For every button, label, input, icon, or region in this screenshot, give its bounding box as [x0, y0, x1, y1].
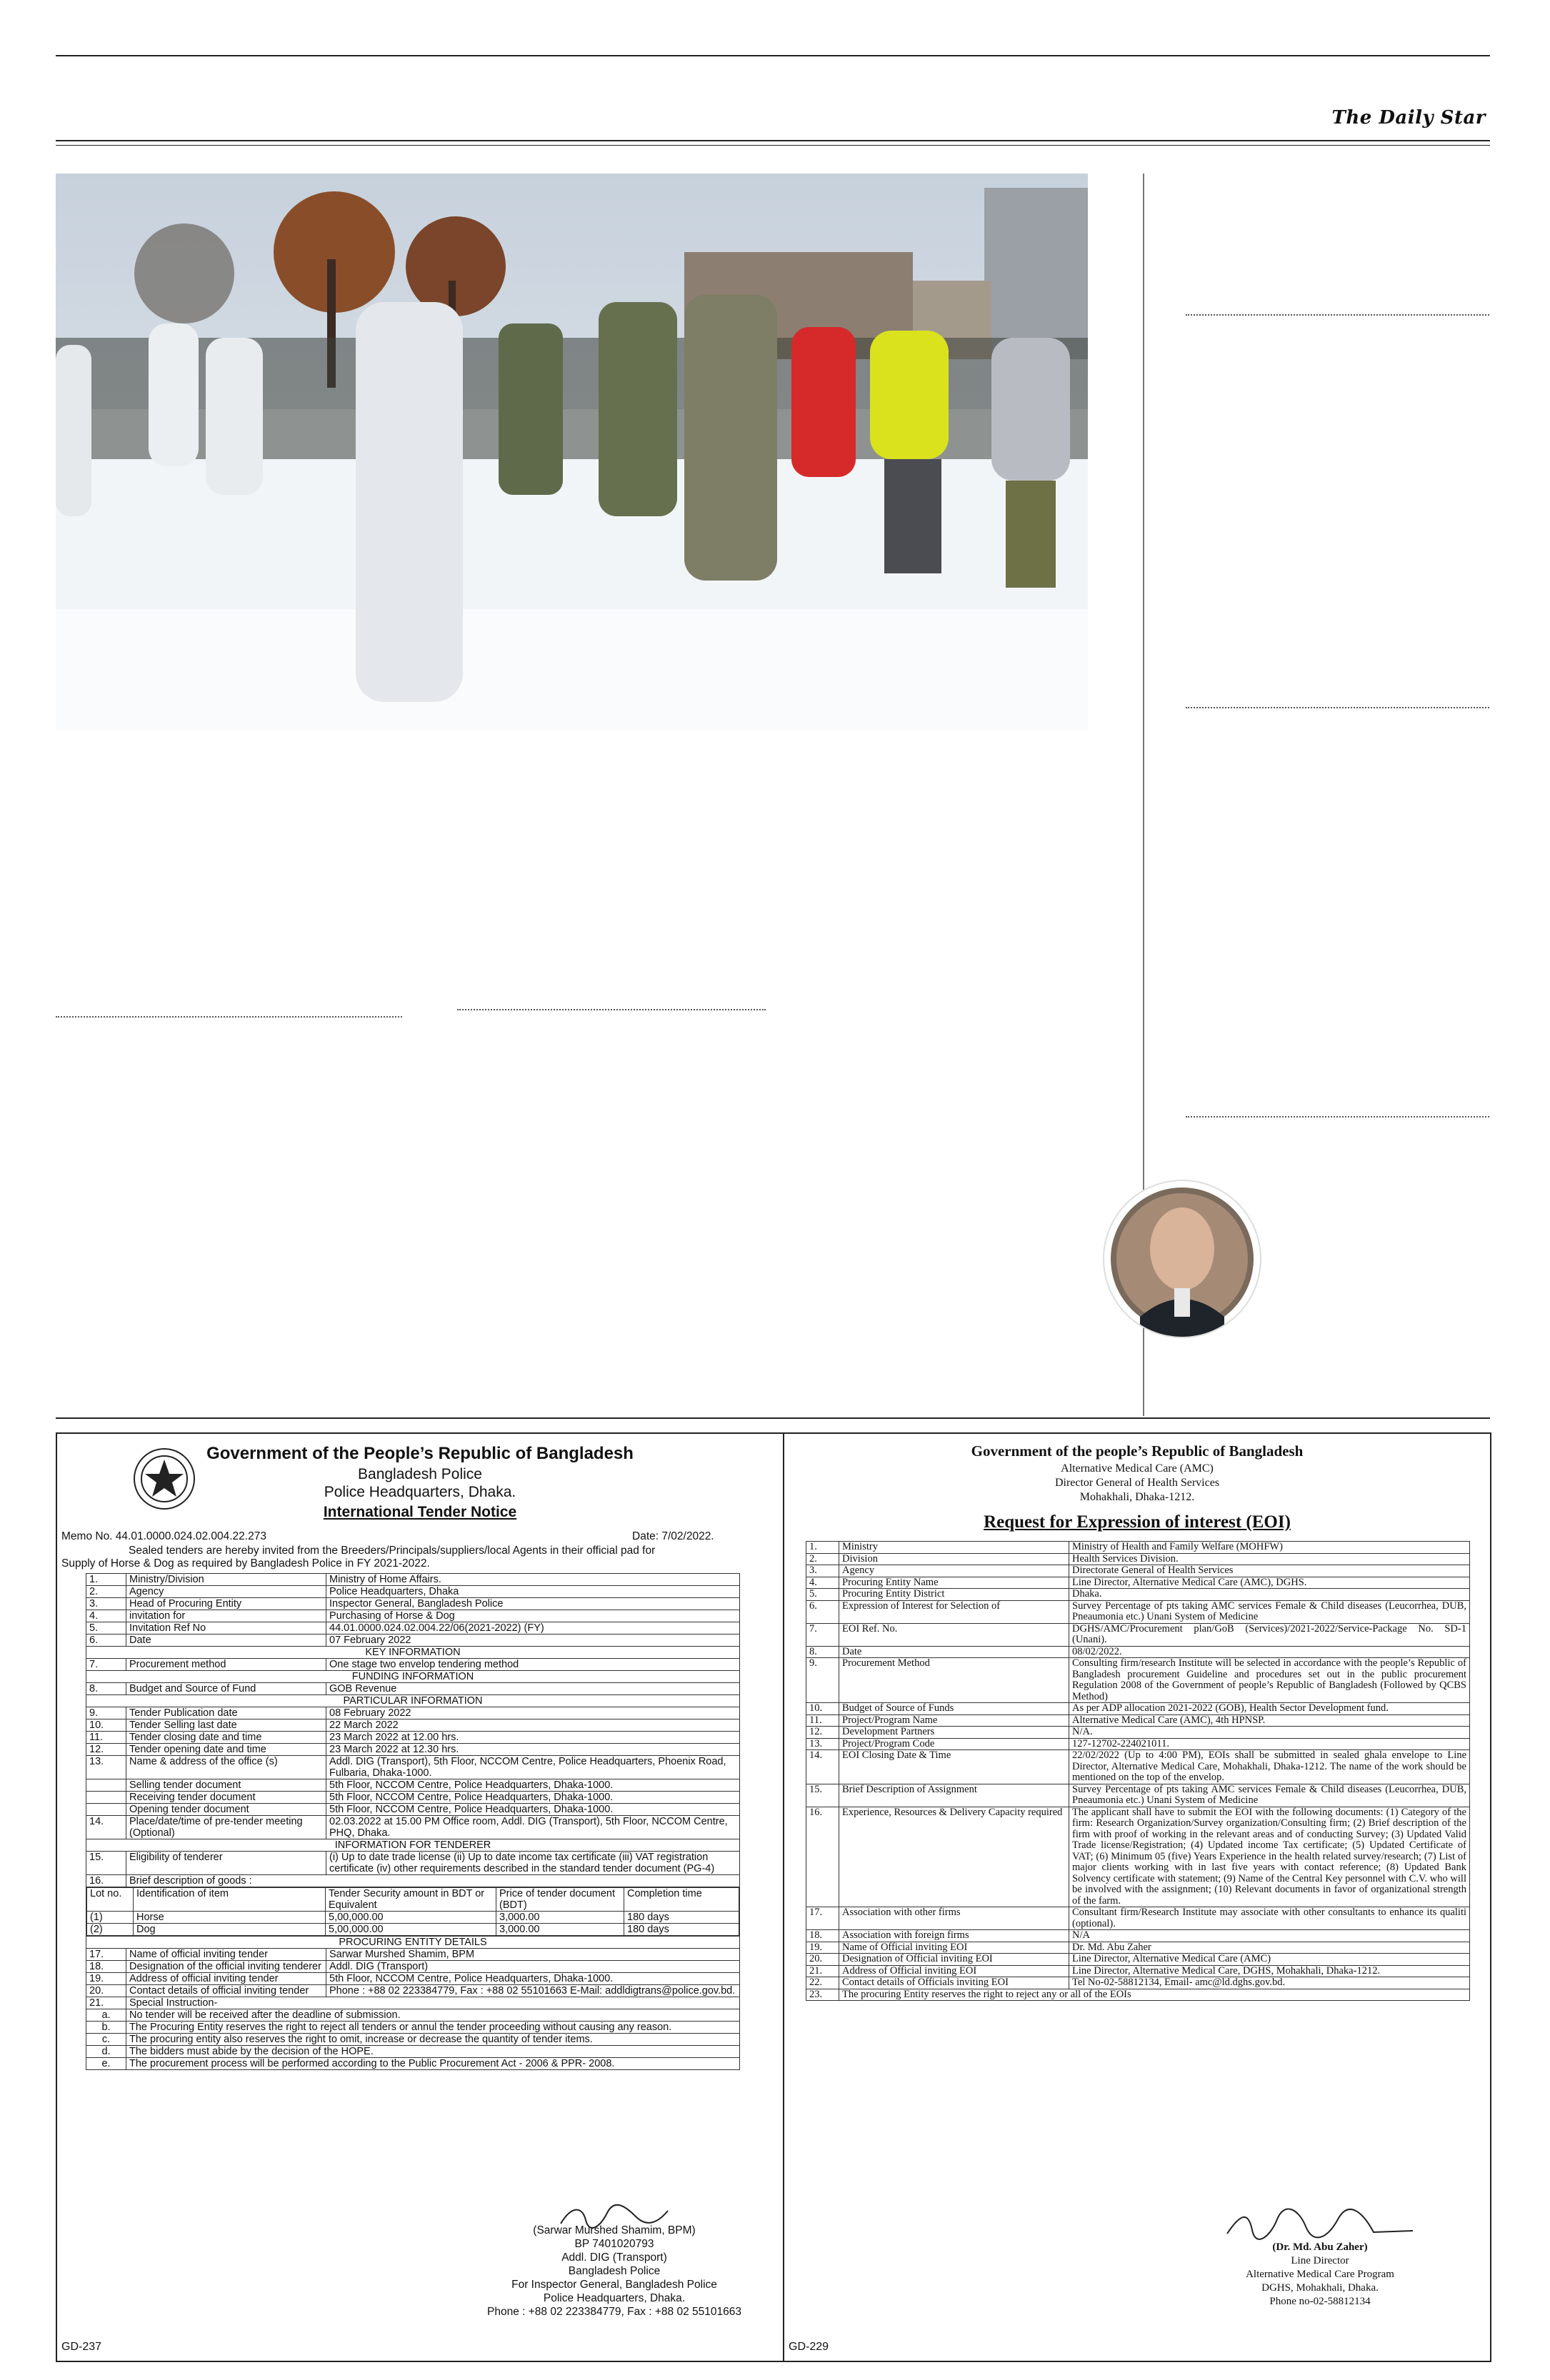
table-cell-no: 13.: [86, 1756, 126, 1779]
eoi-row: [806, 1658, 1470, 1703]
goods-cell-security: 5,00,000.00: [326, 1912, 496, 1924]
goods-cell-time: 180 days: [624, 1924, 739, 1936]
eoi-cell-value: Health Services Division.: [1069, 1553, 1470, 1565]
table-cell-value: 5th Floor, NCCOM Centre, Police Headquarters, Dhaka-1000.: [326, 1804, 740, 1816]
special-row: [86, 2022, 740, 2034]
eoi-cell-label: Name of Official inviting EOI: [839, 1942, 1069, 1954]
table-cell-no: 1.: [86, 1574, 126, 1586]
table-cell-no: 11.: [86, 1732, 126, 1744]
eoi-row: [806, 1738, 1470, 1750]
divider-left-1: [56, 1016, 402, 1018]
table-cell-value: 23 March 2022 at 12.00 hrs.: [326, 1732, 740, 1744]
eoi-cell-no: 21.: [806, 1965, 839, 1977]
eoi-cell-label: Procurement Method: [839, 1658, 1069, 1703]
eoi-cell-label: Ministry: [839, 1542, 1069, 1554]
table-cell-value: Phone : +88 02 223384779, Fax : +88 02 55101663 E-Mail: addldigtrans@police.gov.bd.: [326, 1985, 740, 1997]
table-row: [86, 1574, 740, 1586]
table-cell-label: Budget and Source of Fund: [126, 1683, 326, 1695]
eoi-row: [806, 1542, 1470, 1554]
signatory-designation: Addl. DIG (Transport): [561, 2251, 667, 2264]
section-row: [86, 1839, 740, 1852]
table-row: [86, 1683, 740, 1695]
goods-cell-price: 3,000.00: [496, 1912, 624, 1924]
eoi-signatory-name: (Dr. Md. Abu Zaher): [1272, 2241, 1368, 2253]
signatory-org: Bangladesh Police: [568, 2265, 661, 2277]
table-cell-no: 19.: [86, 1973, 126, 1985]
goods-no: 16.: [86, 1875, 126, 1887]
section-row: [86, 1695, 740, 1707]
special-no: 21.: [86, 1997, 126, 2009]
divider-left-2: [457, 1009, 766, 1010]
eoi-cell-no: 22.: [806, 1977, 839, 1989]
table-cell-label: Name & address of the office (s): [126, 1756, 326, 1779]
table-cell-value: 22 March 2022: [326, 1719, 740, 1732]
portrait-photo: [1104, 1181, 1260, 1337]
table-cell-value: Inspector General, Bangladesh Police: [326, 1598, 740, 1610]
eoi-cell-no: 7.: [806, 1623, 839, 1646]
table-cell-no: 9.: [86, 1707, 126, 1719]
special-text: No tender will be received after the deadline of submission.: [126, 2009, 740, 2022]
divider-right-1: [1186, 314, 1489, 316]
eoi-row: [806, 1600, 1470, 1623]
special-text: The procurement process will be performed according to the Public Procurement Act - 2006 & PPR- 2008.: [126, 2058, 740, 2070]
eoi-cell-no: 11.: [806, 1714, 839, 1727]
section-heading: INFORMATION FOR TENDERER: [86, 1839, 740, 1852]
eoi-row: [806, 1703, 1470, 1715]
eoi-row: [806, 1954, 1470, 1966]
eoi-cell-value: Dhaka.: [1069, 1589, 1470, 1601]
eoi-cell-no: 16.: [806, 1807, 839, 1907]
eoi-row: [806, 1646, 1470, 1658]
special-title-row: [86, 1997, 740, 2009]
eoi-cell-label: Agency: [839, 1565, 1069, 1577]
special-text: The bidders must abide by the decision of the HOPE.: [126, 2046, 740, 2058]
table-row: [86, 1586, 740, 1598]
special-row: [86, 2058, 740, 2070]
table-cell-no: [86, 1804, 126, 1816]
eoi-signatory-l1: Line Director: [1291, 2255, 1349, 2266]
eoi-cell-value: Ministry of Health and Family Welfare (MOHFW): [1069, 1542, 1470, 1554]
table-cell-value: GOB Revenue: [326, 1683, 740, 1695]
goods-header-cell: Lot no.: [87, 1888, 134, 1912]
table-cell-no: 10.: [86, 1719, 126, 1732]
table-cell-value: 5th Floor, NCCOM Centre, Police Headquarters, Dhaka-1000.: [326, 1973, 740, 1985]
table-cell-no: [86, 1779, 126, 1792]
special-key: c.: [86, 2034, 126, 2046]
goods-header-cell: Completion time: [624, 1888, 739, 1912]
tender-notice-police: [56, 1432, 784, 2362]
signature-block: [457, 2224, 771, 2319]
table-row: [86, 1635, 740, 1647]
special-text: The Procuring Entity reserves the right to reject all tenders or annul the tender proceeding without causing any reason.: [126, 2022, 740, 2034]
eoi-cell-value: 22/02/2022 (Up to 4:00 PM), EOIs shall be submitted in sealed ghala envelope to Line Director, Alternative Medical Care, Mohakhali, Dhaka-1212. The name of the work should be mentioned on the top of the envelop.: [1069, 1750, 1470, 1784]
eoi-cell-no: 20.: [806, 1954, 839, 1966]
table-cell-no: [86, 1792, 126, 1804]
eoi-cell-label: Division: [839, 1553, 1069, 1565]
table-cell-no: 8.: [86, 1683, 126, 1695]
eoi-cell-no: 4.: [806, 1577, 839, 1589]
table-row: [86, 1598, 740, 1610]
table-cell-value: Addl. DIG (Transport), 5th Floor, NCCOM Centre, Police Headquarters, Phoenix Road, Fulbaria, Dhaka-1000.: [326, 1756, 740, 1779]
table-row: [86, 1961, 740, 1973]
eoi-sub-2: Director General of Health Services: [1054, 1477, 1220, 1489]
eoi-cell-value: Survey Percentage of pts taking AMC services Female & Child diseases (Leucorrhea, DUB, Pneaumonia etc.) Unani System of Medicine: [1069, 1600, 1470, 1623]
table-cell-no: 3.: [86, 1598, 126, 1610]
table-row: [86, 1756, 740, 1779]
table-row: [86, 1779, 740, 1792]
table-row: [86, 1707, 740, 1719]
table-cell-value: Purchasing of Horse & Dog: [326, 1610, 740, 1622]
eoi-cell-label: Brief Description of Assignment: [839, 1784, 1069, 1807]
eoi-cell-value: Line Director, Alternative Medical Care, DGHS, Mohakhali, Dhaka-1212.: [1069, 1965, 1470, 1977]
table-row: [86, 1792, 740, 1804]
eoi-cell-value: Consultant firm/Research Institute may associate with other consultants to enhance its qualiti (optional).: [1069, 1907, 1470, 1930]
eoi-cell-no: 3.: [806, 1565, 839, 1577]
goods-cell-lot: (2): [87, 1924, 134, 1936]
notice-heading: International Tender Notice: [323, 1504, 517, 1520]
special-key: b.: [86, 2022, 126, 2034]
eoi-row: [806, 1714, 1470, 1727]
table-cell-value: Police Headquarters, Dhaka: [326, 1586, 740, 1598]
table-cell-label: invitation for: [126, 1610, 326, 1622]
section-heading: PROCURING ENTITY DETAILS: [86, 1937, 740, 1949]
special-row: [86, 2034, 740, 2046]
eoi-cell-label: Procuring Entity Name: [839, 1577, 1069, 1589]
table-cell-value: 5th Floor, NCCOM Centre, Police Headquarters, Dhaka-1000.: [326, 1792, 740, 1804]
eoi-row: [806, 1727, 1470, 1739]
eoi-row: [806, 1577, 1470, 1589]
section-heading: KEY INFORMATION: [86, 1647, 740, 1659]
goods-cell-price: 3,000.00: [496, 1924, 624, 1936]
section-heading: PARTICULAR INFORMATION: [86, 1695, 740, 1707]
eoi-cell-no: 1.: [806, 1542, 839, 1554]
table-cell-value: 5th Floor, NCCOM Centre, Police Headquarters, Dhaka-1000.: [326, 1779, 740, 1792]
goods-row: [87, 1912, 739, 1924]
eoi-cell-label: Designation of Official inviting EOI: [839, 1954, 1069, 1966]
table-row: [86, 1816, 740, 1839]
eoi-cell-no: 19.: [806, 1942, 839, 1954]
special-key: d.: [86, 2046, 126, 2058]
eoi-cell-value: DGHS/AMC/Procurement plan/GoB (Services)/2021-2022/Service-Package No. SD-1 (Unani).: [1069, 1623, 1470, 1646]
special-text: The procuring entity also reserves the right to omit, increase or decrease the quantity of tender items.: [126, 2034, 740, 2046]
eoi-cell-label: Association with other firms: [839, 1907, 1069, 1930]
eoi-row: [806, 1989, 1470, 2001]
goods-cell-lot: (1): [87, 1912, 134, 1924]
signatory-bp: BP 7401020793: [574, 2238, 654, 2250]
table-cell-no: 7.: [86, 1659, 126, 1671]
eoi-signatory-l2: Alternative Medical Care Program: [1246, 2269, 1394, 2280]
table-cell-label: Tender opening date and time: [126, 1744, 326, 1756]
table-cell-value: Sarwar Murshed Shamim, BPM: [326, 1949, 740, 1961]
table-cell-value: 23 March 2022 at 12.30 hrs.: [326, 1744, 740, 1756]
table-cell-no: 2.: [86, 1586, 126, 1598]
table-row: [86, 1985, 740, 1997]
ad-code: GD-237: [61, 2341, 102, 2353]
table-cell-value: Addl. DIG (Transport): [326, 1961, 740, 1973]
table-cell-value: 08 February 2022: [326, 1707, 740, 1719]
eoi-signatory-l3: DGHS, Mohakhali, Dhaka.: [1261, 2282, 1379, 2294]
eoi-cell-no: 18.: [806, 1930, 839, 1942]
eoi-cell-value: Dr. Md. Abu Zaher: [1069, 1942, 1470, 1954]
table-cell-value: 02.03.2022 at 15.00 PM Office room, Addl. DIG (Transport), 5th Floor, NCCOM Centre, PHQ, Dhaka.: [326, 1816, 740, 1839]
section-row: [86, 1937, 740, 1949]
goods-cell-time: 180 days: [624, 1912, 739, 1924]
eoi-row: [806, 1784, 1470, 1807]
memo-date: Date: 7/02/2022.: [632, 1530, 714, 1542]
goods-table: [86, 1887, 739, 1936]
section-heading: FUNDING INFORMATION: [86, 1671, 740, 1683]
table-row: [86, 1852, 740, 1875]
eoi-cell-value: The applicant shall have to submit the EOI with the following documents: (1) Category of the firm: Research Organization/Survey organization/Consulting firm; (2) Brief description of the firm with proof of working in the relevant areas and of conducting Survey; (3) Updated Valid Trade license/Registration; (4) Updated income Tax certificate; (5) Updated Certificate of VAT; (6) Minimum 05 (five) Years Experience in the health related survey/research; (7) List of major clients working with in last five years with contact reference; (8) Updated Bank Solvency certificate with statement; (9) Name of the Central Key personnel with C.V. who will be involved with the assignment; (10) Relevant documents in favor of organizational strength of the farm.: [1069, 1807, 1470, 1907]
special-key: a.: [86, 2009, 126, 2022]
eoi-title: Government of the people’s Republic of Bangladesh: [971, 1442, 1304, 1460]
ad-section-rule: [56, 1417, 1490, 1419]
masthead-rule-2: [56, 145, 1490, 146]
eoi-cell-value: Line Director, Alternative Medical Care (AMC), DGHS.: [1069, 1577, 1470, 1589]
table-row: [86, 1719, 740, 1732]
memo-number: Memo No. 44.01.0000.024.02.004.22.273: [61, 1530, 266, 1542]
eoi-row: [806, 1589, 1470, 1601]
notice-title: Government of the People’s Republic of Bangladesh: [206, 1444, 634, 1463]
tender-table: [86, 1573, 740, 2070]
eoi-signature-block: [1177, 2241, 1463, 2309]
section-row: [86, 1671, 740, 1683]
eoi-cell-no: 12.: [806, 1727, 839, 1739]
eoi-row: [806, 1553, 1470, 1565]
table-cell-no: 18.: [86, 1961, 126, 1973]
eoi-cell-label: Association with foreign firms: [839, 1930, 1069, 1942]
goods-header-cell: Price of tender document (BDT): [496, 1888, 624, 1912]
table-cell-label: Date: [126, 1635, 326, 1647]
table-cell-label: Tender Publication date: [126, 1707, 326, 1719]
eoi-row: [806, 1565, 1470, 1577]
eoi-cell-label: Project/Program Name: [839, 1714, 1069, 1727]
goods-label: Brief description of goods :: [126, 1875, 740, 1887]
table-cell-value: One stage two envelop tendering method: [326, 1659, 740, 1671]
special-row: [86, 2009, 740, 2022]
table-cell-label: Head of Procuring Entity: [126, 1598, 326, 1610]
eoi-cell-no: 5.: [806, 1589, 839, 1601]
eoi-cell-no: 14.: [806, 1750, 839, 1784]
eoi-cell-label: Contact details of Officials inviting EOI: [839, 1977, 1069, 1989]
eoi-sub-1: Alternative Medical Care (AMC): [1061, 1462, 1214, 1475]
goods-cell-security: 5,00,000.00: [326, 1924, 496, 1936]
table-cell-no: 14.: [86, 1816, 126, 1839]
table-cell-value: 44.01.0000.024.02.004.22/06(2021-2022) (FY): [326, 1622, 740, 1635]
eoi-sub-3: Mohakhali, Dhaka-1212.: [1079, 1491, 1195, 1503]
table-cell-value: 07 February 2022: [326, 1635, 740, 1647]
eoi-cell-label: EOI Ref. No.: [839, 1623, 1069, 1646]
table-cell-label: Address of official inviting tender: [126, 1973, 326, 1985]
table-cell-no: 5.: [86, 1622, 126, 1635]
eoi-heading: Request for Expression of interest (EOI): [984, 1512, 1291, 1532]
top-rule: [56, 55, 1490, 56]
notice-subtitle-2: Police Headquarters, Dhaka.: [324, 1484, 516, 1500]
eoi-row: [806, 1807, 1470, 1907]
table-cell-label: Selling tender document: [126, 1779, 326, 1792]
special-label: Special Instruction-: [126, 1997, 740, 2009]
eoi-cell-no: 8.: [806, 1646, 839, 1658]
goods-cell-item: Dog: [134, 1924, 326, 1936]
signatory-name: (Sarwar Murshed Shamim, BPM): [533, 2224, 696, 2236]
table-cell-no: 15.: [86, 1852, 126, 1875]
eoi-cell-label: Experience, Resources & Delivery Capacity required: [839, 1807, 1069, 1907]
goods-header-cell: Identification of item: [134, 1888, 326, 1912]
eoi-cell-label: Budget of Source of Funds: [839, 1703, 1069, 1715]
eoi-cell-label: Expression of Interest for Selection of: [839, 1600, 1069, 1623]
divider-right-3: [1186, 1116, 1489, 1118]
eoi-cell-no: 10.: [806, 1703, 839, 1715]
eoi-cell-no: 6.: [806, 1600, 839, 1623]
table-cell-value: Ministry of Home Affairs.: [326, 1574, 740, 1586]
signature-mark-eoi: [1220, 2205, 1420, 2244]
table-row: [86, 1973, 740, 1985]
eoi-row: [806, 1942, 1470, 1954]
eoi-notice-amc: [783, 1432, 1491, 2362]
eoi-row: [806, 1623, 1470, 1646]
table-cell-no: 6.: [86, 1635, 126, 1647]
table-cell-no: 20.: [86, 1985, 126, 1997]
table-row: [86, 1659, 740, 1671]
notice-subtitle-1: Bangladesh Police: [358, 1466, 482, 1482]
eoi-cell-value: As per ADP allocation 2021-2022 (GOB), Health Sector Development fund.: [1069, 1703, 1470, 1715]
table-row: [86, 1622, 740, 1635]
eoi-cell-no: 15.: [806, 1784, 839, 1807]
eoi-cell-label: Development Partners: [839, 1727, 1069, 1739]
eoi-cell-value: Tel No-02-58812134, Email- amc@ld.dghs.gov.bd.: [1069, 1977, 1470, 1989]
eoi-cell-no: 13.: [806, 1738, 839, 1750]
eoi-cell-label: Address of Official inviting EOI: [839, 1965, 1069, 1977]
eoi-cell-no: 17.: [806, 1907, 839, 1930]
eoi-cell-label: Date: [839, 1646, 1069, 1658]
table-cell-label: Tender closing date and time: [126, 1732, 326, 1744]
table-row: [86, 1744, 740, 1756]
table-cell-label: Opening tender document: [126, 1804, 326, 1816]
table-cell-label: Eligibility of tenderer: [126, 1852, 326, 1875]
table-cell-label: Invitation Ref No: [126, 1622, 326, 1635]
masthead-logo: The Daily Star: [1331, 107, 1486, 129]
table-cell-label: Ministry/Division: [126, 1574, 326, 1586]
eoi-cell-value: Alternative Medical Care (AMC), 4th HPNSP.: [1069, 1714, 1470, 1727]
table-cell-value: (i) Up to date trade license (ii) Up to date income tax certificate (iii) VAT registration certificate (iv) other requirements described in the standard tender document (PG-4): [326, 1852, 740, 1875]
eoi-cell-label: Project/Program Code: [839, 1738, 1069, 1750]
eoi-cell-value: Directorate General of Health Services: [1069, 1565, 1470, 1577]
table-cell-label: Name of official inviting tender: [126, 1949, 326, 1961]
eoi-cell-no: 9.: [806, 1658, 839, 1703]
eoi-row: [806, 1907, 1470, 1930]
eoi-cell-value: Consulting firm/research Institute will be selected in accordance with the people’s Republic of Bangladesh procurement Guideline and procedures set out in the public procurement Regulation 2008 of the Government of people’s Republic of Bangladesh (Followed by QCBS Method): [1069, 1658, 1470, 1703]
eoi-cell-label: Procuring Entity District: [839, 1589, 1069, 1601]
eoi-cell-value: N/A: [1069, 1930, 1470, 1942]
table-cell-label: Procurement method: [126, 1659, 326, 1671]
intro-line-1: Sealed tenders are hereby invited from the Breeders/Principals/suppliers/local Agents in their official pad for: [129, 1545, 656, 1557]
eoi-row: [806, 1977, 1470, 1989]
goods-title-row: [86, 1875, 740, 1887]
goods-cell-item: Horse: [134, 1912, 326, 1924]
eoi-cell-value: N/A.: [1069, 1727, 1470, 1739]
section-row: [86, 1647, 740, 1659]
eoi-cell-no: 23.: [806, 1989, 839, 2001]
table-row: [86, 1610, 740, 1622]
eoi-row: [806, 1930, 1470, 1942]
table-cell-label: Place/date/time of pre-tender meeting (Optional): [126, 1816, 326, 1839]
table-row: [86, 1949, 740, 1961]
table-cell-no: 12.: [86, 1744, 126, 1756]
eoi-cell-value: 08/02/2022.: [1069, 1646, 1470, 1658]
special-key: e.: [86, 2058, 126, 2070]
table-cell-label: Designation of the official inviting tenderer: [126, 1961, 326, 1973]
eoi-cell-value: Line Director, Alternative Medical Care (AMC): [1069, 1954, 1470, 1966]
special-row: [86, 2046, 740, 2058]
table-cell-no: 17.: [86, 1949, 126, 1961]
table-cell-label: Receiving tender document: [126, 1792, 326, 1804]
eoi-ad-code: GD-229: [789, 2341, 829, 2353]
divider-right-2: [1186, 707, 1489, 708]
intro-line-2: Supply of Horse & Dog as required by Bangladesh Police in FY 2021-2022.: [61, 1557, 430, 1570]
table-cell-label: Tender Selling last date: [126, 1719, 326, 1732]
goods-header-cell: Tender Security amount in BDT or Equivalent: [326, 1888, 496, 1912]
eoi-cell-label: The procuring Entity reserves the right to reject any or all of the EOIs: [839, 1989, 1470, 2001]
eoi-row: [806, 1965, 1470, 1977]
eoi-cell-label: EOI Closing Date & Time: [839, 1750, 1069, 1784]
eoi-cell-value: 127-12702-224021011.: [1069, 1738, 1470, 1750]
eoi-cell-no: 2.: [806, 1553, 839, 1565]
table-cell-label: Contact details of official inviting tender: [126, 1985, 326, 1997]
masthead-rule-1: [56, 140, 1490, 141]
eoi-signatory-l4: Phone no-02-58812134: [1269, 2296, 1371, 2307]
signatory-for: For Inspector General, Bangladesh Police: [511, 2279, 717, 2291]
eoi-table: [806, 1541, 1470, 2001]
goods-row: [87, 1924, 739, 1936]
signatory-phone: Phone : +88 02 223384779, Fax : +88 02 55101663: [487, 2306, 741, 2318]
eoi-cell-value: Survey Percentage of pts taking AMC services Female & Child diseases (Leucorrhea, DUB, Pneaumonia etc.) Unani System of Medicine: [1069, 1784, 1470, 1807]
signatory-place: Police Headquarters, Dhaka.: [543, 2292, 686, 2304]
news-photo-soldiers: [56, 174, 1088, 730]
table-cell-no: 4.: [86, 1610, 126, 1622]
table-row: [86, 1804, 740, 1816]
table-row: [86, 1732, 740, 1744]
eoi-row: [806, 1750, 1470, 1784]
table-cell-label: Agency: [126, 1586, 326, 1598]
